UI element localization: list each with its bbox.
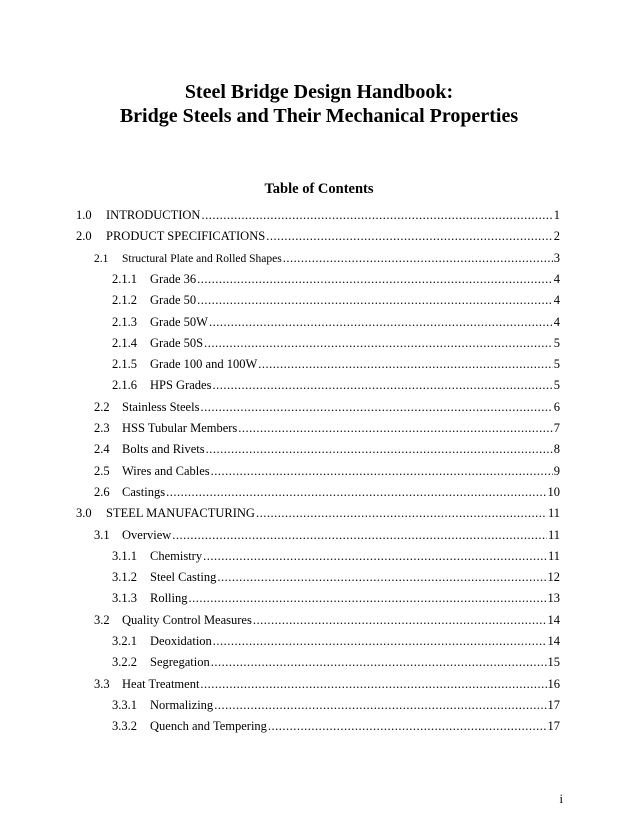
toc-entry[interactable] xyxy=(112,271,560,287)
toc-dot-leader xyxy=(258,356,552,372)
toc-entry-number: 3.1.1 xyxy=(112,548,137,563)
toc-entry-number: 3.1.2 xyxy=(112,570,137,585)
toc-entry-page: 9 xyxy=(553,463,560,478)
toc-entry[interactable] xyxy=(94,420,560,436)
toc-entry-label: INTRODUCTION xyxy=(106,208,201,222)
toc-entry-label: Heat Treatment xyxy=(122,676,200,691)
toc-entry-label: Wires and Cables xyxy=(122,463,210,478)
toc-dot-leader xyxy=(213,633,547,649)
toc-entry-label: HSS Tubular Members xyxy=(122,421,238,435)
toc-entry-number: 3.1.3 xyxy=(112,591,137,606)
toc-entry-number: 2.0 xyxy=(76,229,92,244)
toc-entry-number: 3.3 xyxy=(94,676,110,691)
toc-entry-label: Grade 50 xyxy=(150,293,197,308)
toc-entry-number: 1.0 xyxy=(76,208,92,222)
toc-dot-leader xyxy=(172,527,547,543)
toc-entry-page: 12 xyxy=(547,570,560,585)
toc-dot-leader xyxy=(203,548,547,564)
toc-entry[interactable] xyxy=(112,377,560,393)
toc-dot-leader xyxy=(200,399,552,415)
toc-entry[interactable] xyxy=(112,335,560,351)
toc-entry-label: Grade 50S xyxy=(150,335,204,350)
toc-dot-leader xyxy=(268,718,547,734)
toc-entry[interactable] xyxy=(94,484,560,500)
toc-entry-page: 17 xyxy=(547,697,560,712)
page-number-footer: i xyxy=(559,792,563,806)
toc-entry[interactable] xyxy=(94,527,560,543)
toc-entry-page: 5 xyxy=(553,357,560,372)
toc-entry[interactable] xyxy=(112,718,560,734)
toc-entry[interactable] xyxy=(94,463,560,479)
toc-dot-leader xyxy=(201,207,552,223)
toc-entry-page: 5 xyxy=(553,378,560,393)
toc-entry[interactable] xyxy=(94,676,560,692)
toc-entry-page: 2 xyxy=(553,229,560,244)
toc-dot-leader xyxy=(266,228,553,244)
toc-entry-number: 3.2.2 xyxy=(112,655,137,670)
toc-dot-leader xyxy=(209,314,553,330)
toc-entry-label: Overview xyxy=(122,527,172,542)
toc-entry-page: 10 xyxy=(547,484,560,499)
toc-entry-label: STEEL MANUFACTURING xyxy=(106,506,255,521)
toc-entry-label: Rolling xyxy=(150,591,188,606)
toc-heading: Table of Contents xyxy=(264,181,374,197)
toc-entry[interactable] xyxy=(112,633,560,649)
toc-entry-page: 13 xyxy=(547,591,560,606)
toc-entry-page: 15 xyxy=(547,655,560,670)
toc-dot-leader xyxy=(197,271,553,287)
toc-entry[interactable] xyxy=(76,207,560,223)
toc-entry-page: 6 xyxy=(553,399,560,414)
toc-entry-number: 3.3.1 xyxy=(112,697,137,712)
toc-entry-page: 14 xyxy=(547,612,560,627)
toc-entry-number: 2.1.1 xyxy=(112,271,137,286)
toc-entry-page: 3 xyxy=(553,250,560,265)
toc-entry[interactable] xyxy=(112,292,560,308)
toc-entry-number: 3.0 xyxy=(76,506,92,521)
toc-dot-leader xyxy=(211,654,547,670)
toc-entry-number: 2.1.6 xyxy=(112,378,137,393)
toc-dot-leader xyxy=(283,250,553,266)
toc-entry[interactable] xyxy=(112,569,560,585)
toc-dot-leader xyxy=(214,697,546,713)
toc-dot-leader xyxy=(211,463,553,479)
toc-entry-page: 5 xyxy=(553,335,560,350)
toc-entry-page: 4 xyxy=(553,271,560,286)
toc-entry-label: HPS Grades xyxy=(150,378,212,393)
toc-entry-number: 3.3.2 xyxy=(112,719,137,734)
toc-dot-leader xyxy=(212,377,552,393)
toc-entry-number: 3.1 xyxy=(94,527,110,542)
toc-entry[interactable] xyxy=(94,612,560,628)
toc-entry-page: 11 xyxy=(547,527,560,542)
toc-entry-number: 2.3 xyxy=(94,421,110,435)
toc-dot-leader xyxy=(238,420,552,436)
toc-entry-label: Grade 100 and 100W xyxy=(150,357,258,372)
toc-entry-label: Stainless Steels xyxy=(122,399,200,414)
toc-entry[interactable] xyxy=(76,228,560,244)
toc-entry-label: Bolts and Rivets xyxy=(122,442,205,457)
toc-entry-label: Castings xyxy=(122,484,166,499)
toc-entry-page: 7 xyxy=(553,421,560,435)
toc-entry[interactable] xyxy=(112,697,560,713)
toc-entry-page: 1 xyxy=(553,208,560,222)
toc-entry-label: Quench and Tempering xyxy=(150,719,267,734)
toc-dot-leader xyxy=(253,612,547,628)
toc-dot-leader xyxy=(217,569,546,585)
toc-dot-leader xyxy=(189,590,547,606)
toc-dot-leader xyxy=(206,441,553,457)
toc-entry-number: 2.2 xyxy=(94,399,110,414)
toc-entry[interactable] xyxy=(94,250,560,267)
toc-entry[interactable] xyxy=(112,356,560,372)
toc-dot-leader xyxy=(166,484,546,500)
toc-dot-leader xyxy=(204,335,553,351)
toc-dot-leader xyxy=(200,676,546,692)
toc-entry-number: 2.1.5 xyxy=(112,357,137,372)
toc-entry-number: 2.1.3 xyxy=(112,314,137,329)
toc-entry-label: Segregation xyxy=(150,655,210,670)
toc-entry-label: Grade 36 xyxy=(150,271,197,286)
toc-entry-label: Structural Plate and Rolled Shapes xyxy=(122,252,282,265)
document-title-line1: Steel Bridge Design Handbook: xyxy=(184,81,454,103)
toc-entry-label: Chemistry xyxy=(150,548,203,563)
toc-entry-number: 3.2 xyxy=(94,612,110,627)
toc-entry-page: 4 xyxy=(553,293,560,308)
toc-entry[interactable] xyxy=(112,654,560,670)
toc-entry-number: 2.1 xyxy=(94,252,109,265)
toc-entry-page: 8 xyxy=(553,442,560,457)
toc-entry-label: Normalizing xyxy=(150,697,214,712)
toc-entry[interactable] xyxy=(94,441,560,457)
toc-entry[interactable] xyxy=(112,548,560,564)
toc-entry-number: 2.5 xyxy=(94,463,110,478)
toc-entry[interactable] xyxy=(112,314,560,330)
toc-entry-number: 2.1.2 xyxy=(112,293,137,308)
toc-entry[interactable] xyxy=(94,399,560,415)
toc-entry-number: 2.4 xyxy=(94,442,110,457)
toc-entry-page: 11 xyxy=(547,506,560,521)
toc-entry[interactable] xyxy=(76,505,560,521)
toc-entry-page: 11 xyxy=(547,548,560,563)
toc-dot-leader xyxy=(197,292,553,308)
toc-entry-number: 2.6 xyxy=(94,484,110,499)
toc-entry[interactable] xyxy=(112,590,560,606)
toc-dot-leader xyxy=(256,505,547,521)
toc-entry-page: 16 xyxy=(547,676,560,691)
document-title-line2: Bridge Steels and Their Mechanical Properties xyxy=(119,105,519,127)
toc-entry-label: Deoxidation xyxy=(150,634,212,648)
toc-entry-label: Steel Casting xyxy=(150,570,217,585)
toc-entry-label: Quality Control Measures xyxy=(122,612,252,627)
toc-entry-page: 14 xyxy=(547,634,560,648)
toc-entry-number: 3.2.1 xyxy=(112,634,137,648)
toc-entry-number: 2.1.4 xyxy=(112,335,137,350)
toc-entry-page: 4 xyxy=(553,314,560,329)
toc-entry-page: 17 xyxy=(547,719,560,734)
toc-entry-label: Grade 50W xyxy=(150,314,208,329)
toc-entry-label: PRODUCT SPECIFICATIONS xyxy=(106,229,266,244)
